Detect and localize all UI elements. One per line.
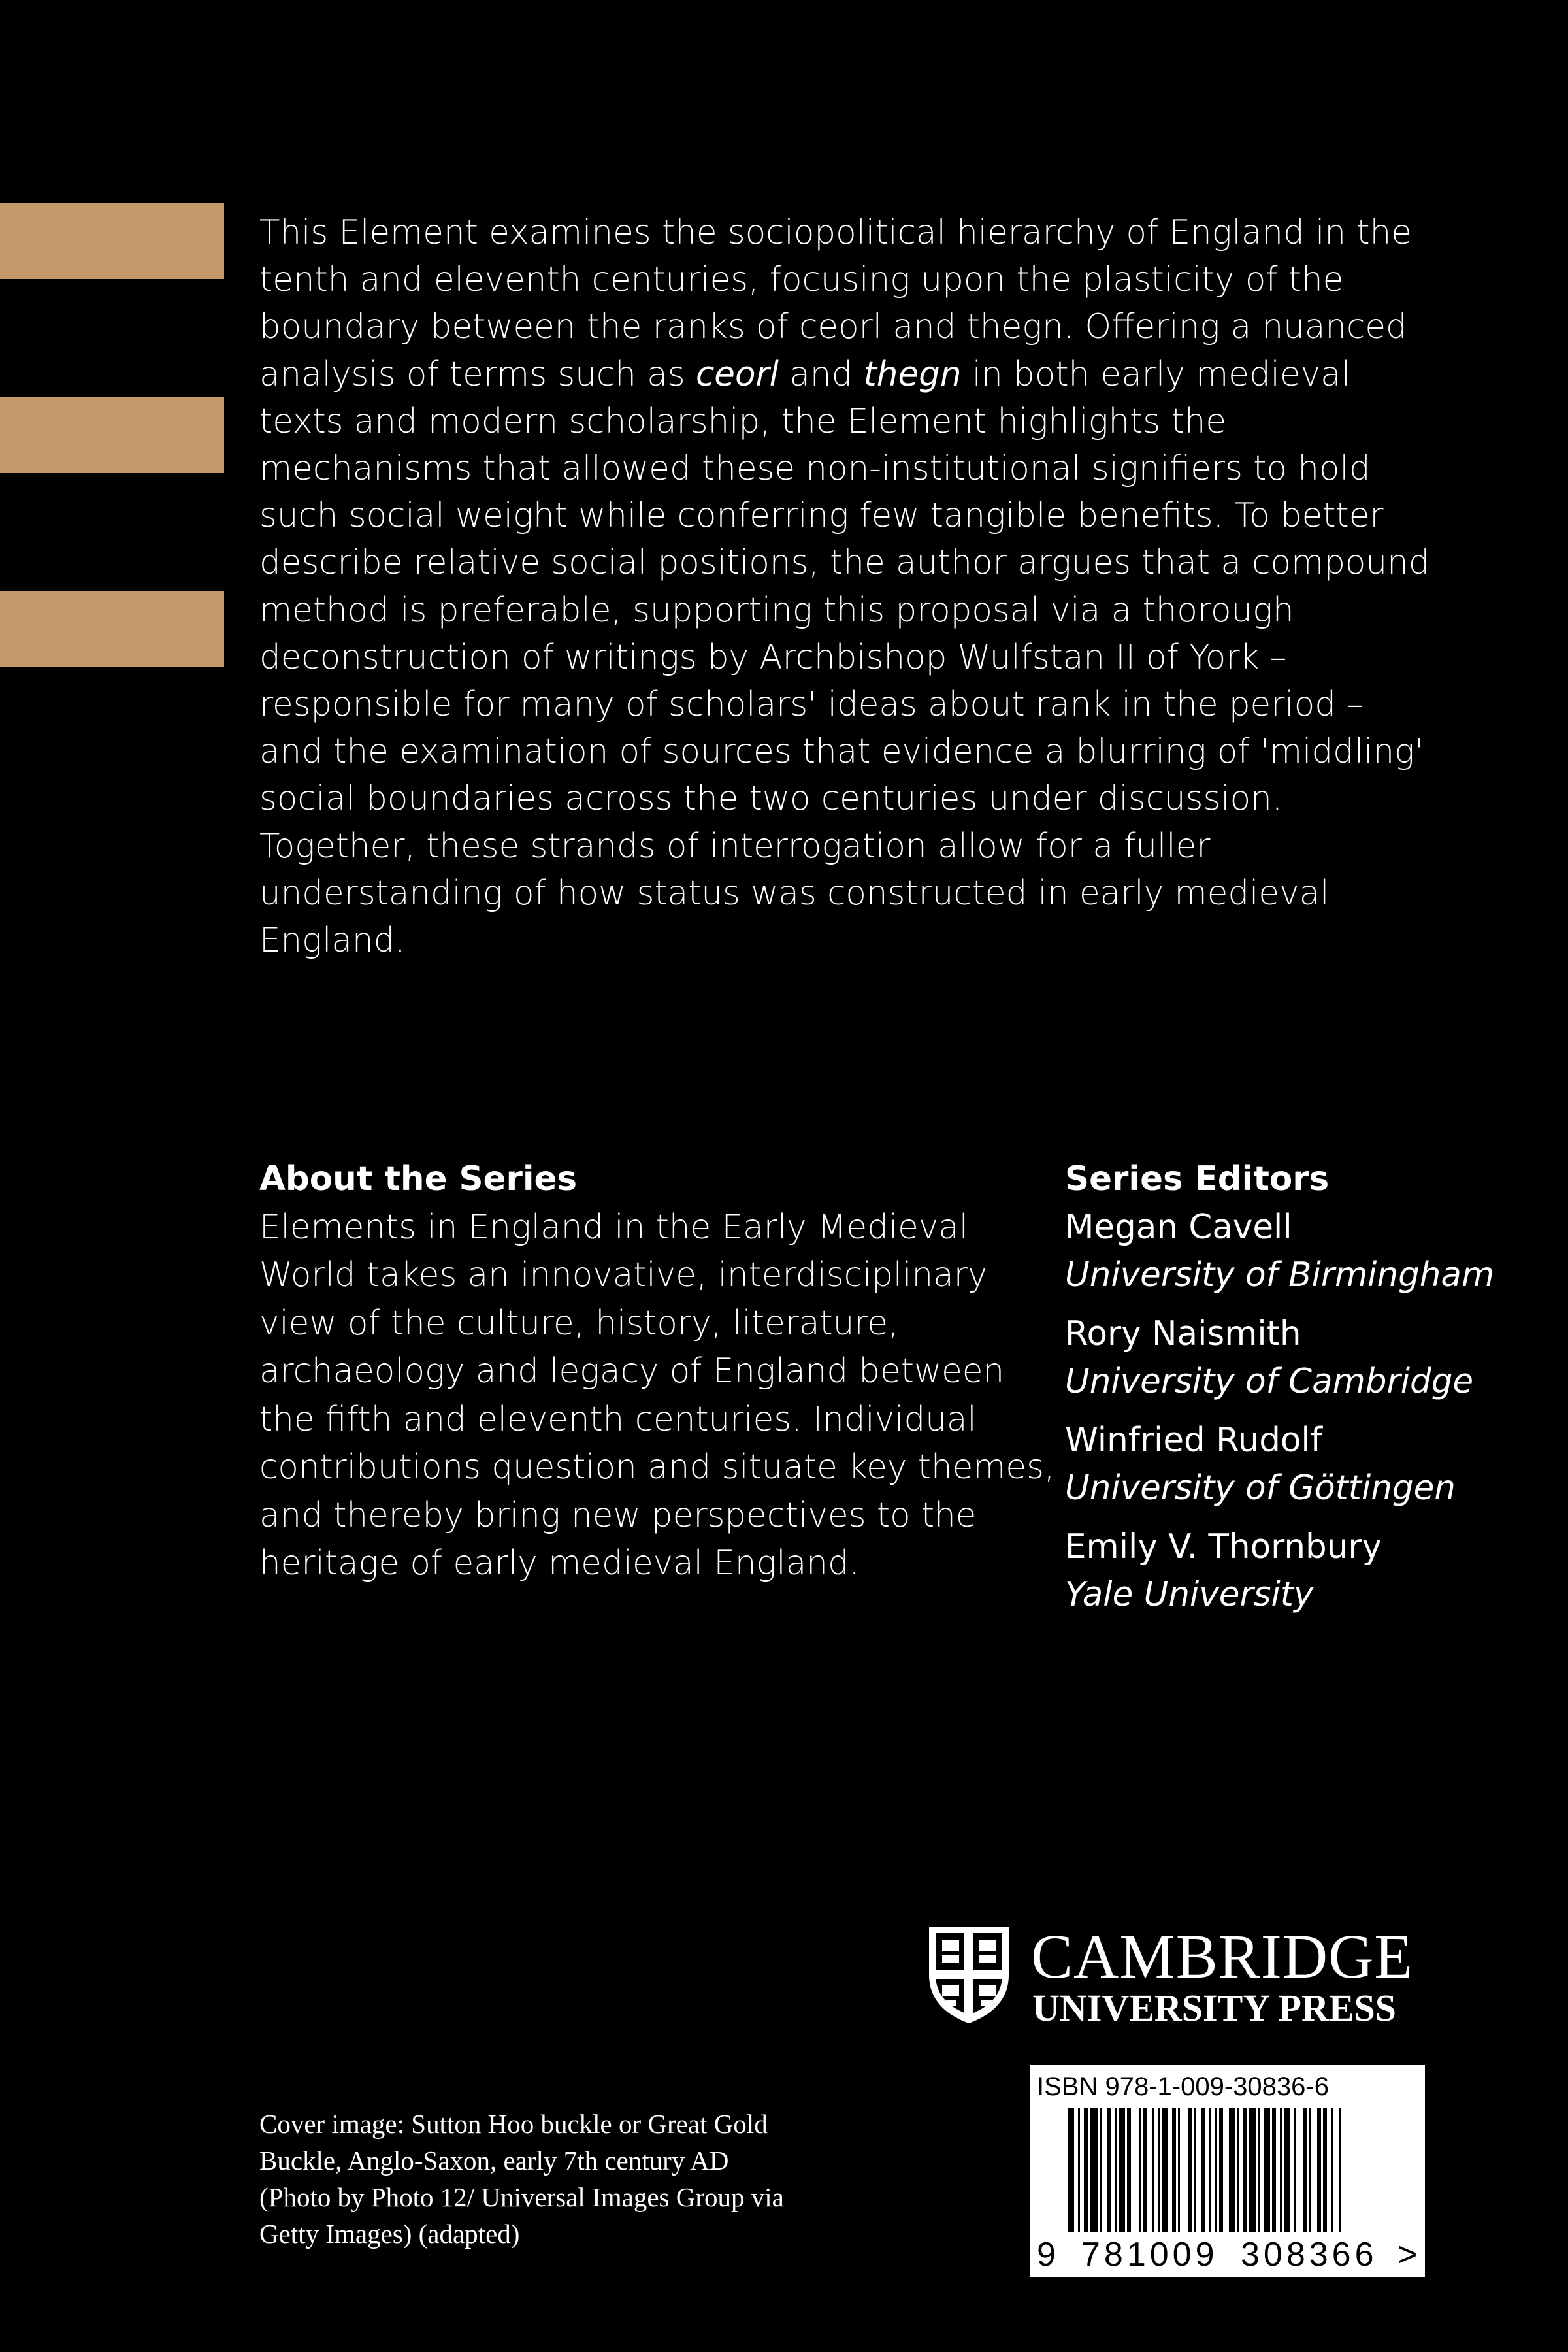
barcode-stripe bbox=[1078, 2108, 1080, 2232]
barcode-stripe bbox=[1127, 2108, 1131, 2232]
barcode-stripe bbox=[1317, 2108, 1321, 2232]
barcode-stripe bbox=[1119, 2108, 1125, 2232]
publisher-subtitle: UNIVERSITY PRESS bbox=[1032, 1987, 1397, 2029]
barcode-stripe bbox=[1280, 2108, 1282, 2232]
barcode-stripe bbox=[1229, 2108, 1235, 2232]
publisher-name: CAMBRIDGE bbox=[1031, 1921, 1414, 1991]
series-editors-heading: Series Editors bbox=[1065, 1159, 1330, 1199]
barcode-stripe bbox=[1172, 2108, 1176, 2232]
description-text-2: and bbox=[778, 354, 864, 394]
editor-name: Winfried Rudolf bbox=[1065, 1420, 1322, 1460]
barcode-stripe bbox=[1188, 2108, 1192, 2232]
barcode-lead-digit: 9 bbox=[1037, 2236, 1056, 2274]
cambridge-logo bbox=[926, 1921, 1449, 2029]
barcode-stripe bbox=[1309, 2108, 1311, 2232]
barcode-stripe bbox=[1339, 2108, 1341, 2232]
editor-affiliation: Yale University bbox=[1065, 1575, 1314, 1614]
barcode-stripe bbox=[1162, 2108, 1168, 2232]
barcode-stripe bbox=[1258, 2108, 1260, 2232]
editor-entry bbox=[1065, 1523, 1535, 1619]
university-shield-icon bbox=[926, 1924, 1011, 2025]
editor-affiliation: University of Cambridge bbox=[1065, 1362, 1474, 1401]
barcode-right-group: 308366 bbox=[1241, 2236, 1378, 2274]
barcode-stripe bbox=[1115, 2108, 1117, 2232]
barcode-bars bbox=[1036, 2108, 1420, 2239]
barcode-stripe bbox=[1178, 2108, 1180, 2232]
cover-image-credit: Cover image: Sutton Hoo buckle or Great Gold Buckle, Anglo-Saxon, early 7th century AD (Photo by Photo 12/ Universal Images Group via Getty Images) (adapted) bbox=[259, 2109, 784, 2249]
barcode-stripe bbox=[1249, 2108, 1256, 2232]
editor-name: Emily V. Thornbury bbox=[1065, 1527, 1382, 1566]
about-series-section bbox=[259, 1155, 1056, 1588]
description-text-3: in both early medieval texts and modern scholarship, the Element highlights the mechanisms that allowed these non-institutional signifiers to hold such social weight while conferring few tangible benefits. To better describe relative social positions, the author argues that a compound method is preferable, supporting this proposal via a thorough deconstruction of writings by Archbishop Wulfstan II of York – responsible for many of scholars' ideas about rank in the period – and the examination of sources that evidence a blurring of 'middling' social boundaries across the two centuries under discussion. Together, these strands of interrogation allow for a fuller understanding of how status was constructed in early medieval England. bbox=[259, 354, 1430, 961]
editor-affiliation: University of Göttingen bbox=[1065, 1468, 1456, 1508]
barcode-stripe bbox=[1107, 2108, 1111, 2232]
editor-name: Rory Naismith bbox=[1065, 1314, 1301, 1353]
barcode-stripe bbox=[1219, 2108, 1223, 2232]
editor-affiliation: University of Birmingham bbox=[1065, 1255, 1495, 1295]
barcode-stripe bbox=[1331, 2108, 1333, 2232]
barcode-stripe bbox=[1323, 2108, 1327, 2232]
about-series-text: Elements in England in the Early Medieval World takes an innovative, interdisciplinary view of the culture, history, literature, archaeology and legacy of England between the fifth and eleventh centuries. Individual contributions question and situate key themes, and thereby bring new perspectives to the heritage of early medieval England. bbox=[259, 1207, 1055, 1583]
term-ceorl: ceorl bbox=[695, 354, 779, 394]
barcode-stripe bbox=[1284, 2108, 1290, 2232]
barcode-stripe bbox=[1237, 2108, 1239, 2232]
editor-name: Megan Cavell bbox=[1065, 1207, 1292, 1247]
editor-entry bbox=[1065, 1204, 1535, 1300]
barcode-stripe bbox=[1068, 2108, 1074, 2232]
barcode-stripe bbox=[1303, 2108, 1307, 2232]
barcode-stripe bbox=[1243, 2108, 1247, 2232]
barcode-stripe bbox=[1158, 2108, 1160, 2232]
barcode-stripe bbox=[1084, 2108, 1088, 2232]
barcode-stripe bbox=[1194, 2108, 1196, 2232]
editor-entry bbox=[1065, 1310, 1535, 1406]
barcode-stripe bbox=[1201, 2108, 1205, 2232]
barcode-stripe bbox=[1090, 2108, 1098, 2232]
barcode-stripe bbox=[1143, 2108, 1147, 2232]
book-description bbox=[259, 209, 1435, 964]
barcode-stripe bbox=[1152, 2108, 1154, 2232]
barcode-stripe bbox=[1264, 2108, 1270, 2232]
editor-entry bbox=[1065, 1417, 1535, 1513]
series-editors-section bbox=[1065, 1155, 1535, 1630]
isbn-barcode bbox=[1030, 2065, 1425, 2277]
isbn-number: ISBN 978-1-009-30836-6 bbox=[1037, 2072, 1329, 2101]
accent-bar-top bbox=[0, 203, 224, 279]
description-text-1: This Element examines the sociopolitical hierarchy of England in the tenth and eleventh centuries, focusing upon the plasticity of the boundary between the ranks of ceorl and thegn. Offering a nuanced analysis of terms such as bbox=[259, 213, 1412, 394]
accent-bar-bottom bbox=[0, 591, 224, 667]
barcode-left-group: 781009 bbox=[1081, 2236, 1218, 2274]
barcode-stripe bbox=[1294, 2108, 1296, 2232]
barcode-stripe bbox=[1100, 2108, 1102, 2232]
about-series-heading: About the Series bbox=[259, 1159, 578, 1199]
accent-bar-middle bbox=[0, 397, 224, 473]
barcode-stripe bbox=[1215, 2108, 1217, 2232]
barcode-stripe bbox=[1139, 2108, 1141, 2232]
term-thegn: thegn bbox=[863, 354, 962, 394]
barcode-end-mark: > bbox=[1397, 2236, 1418, 2274]
barcode-stripe bbox=[1209, 2108, 1211, 2232]
barcode-stripe bbox=[1272, 2108, 1276, 2232]
